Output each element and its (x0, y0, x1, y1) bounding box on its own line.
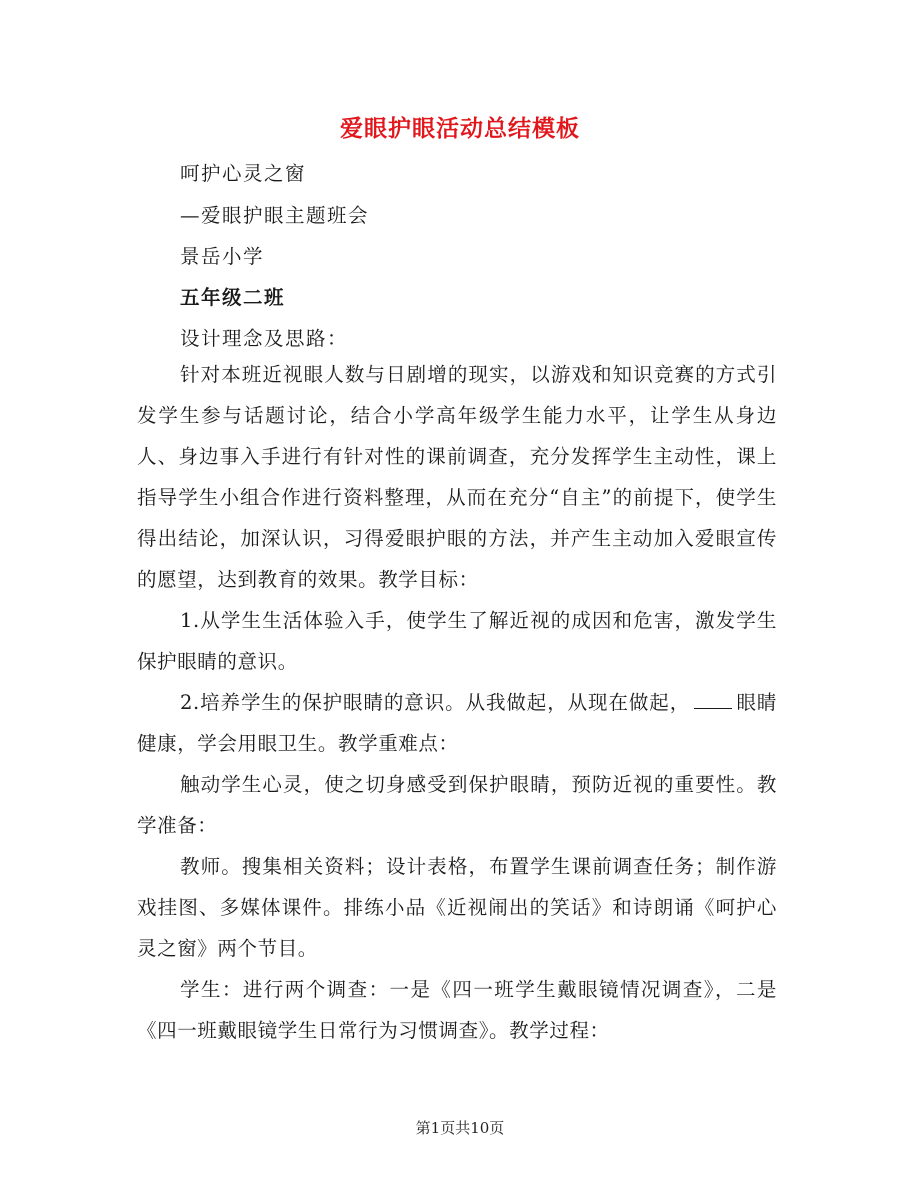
paragraph-objective-2 (137, 682, 777, 764)
fill-in-blank (694, 690, 732, 709)
paragraph-objective-1: 1.从学生生活体验入手，使学生了解近视的成因和危害，激发学生保护眼睛的意识。 (137, 609, 777, 673)
objective-2-text-start: 2.培养学生的保护眼睛的意识。从我做起，从现在做起， (180, 691, 691, 714)
section-heading-design: 设计理念及思路： (180, 327, 349, 350)
paragraph-teacher-prep: 教师。搜集相关资料；设计表格，布置学生课前调查任务；制作游戏挂图、多媒体课件。排练小品《近视闹出的笑话》和诗朗诵《呵护心灵之窗》两个节目。 (137, 855, 777, 960)
paragraph-key-points: 触动学生心灵，使之切身感受到保护眼睛，预防近视的重要性。教学准备： (137, 773, 777, 837)
page-number-footer: 第1页共10页 (415, 1119, 505, 1137)
document-title: 爱眼护眼活动总结模板 (340, 115, 580, 142)
class-name: 五年级二班 (180, 286, 286, 309)
subtitle-line: 呵护心灵之窗 (180, 162, 307, 185)
school-name: 景岳小学 (180, 245, 265, 268)
subtitle-sub-line: —爱眼护眼主题班会 (180, 204, 370, 227)
paragraph-student-prep: 学生：进行两个调查：一是《四一班学生戴眼镜情况调查》，二是《四一班戴眼镜学生日常行为习惯调查》。教学过程： (137, 978, 777, 1042)
paragraph-design-concept: 针对本班近视眼人数与日剧增的现实，以游戏和知识竞赛的方式引发学生参与话题讨论，结合小学高年级学生能力水平，让学生从身边人、身边事入手进行有针对性的课前调查，充分发挥学生主动性，课上指导学生小组合作进行资料整理，从而在充分“自主”的前提下，使学生得出结论，加深认识，习得爱眼护眼的方法，并产生主动加入爱眼宣传的愿望，达到教育的效果。教学目标： (137, 363, 777, 591)
objective-2-text-end: 眼睛健康，学会用眼卫生。教学重难点： (137, 691, 777, 755)
